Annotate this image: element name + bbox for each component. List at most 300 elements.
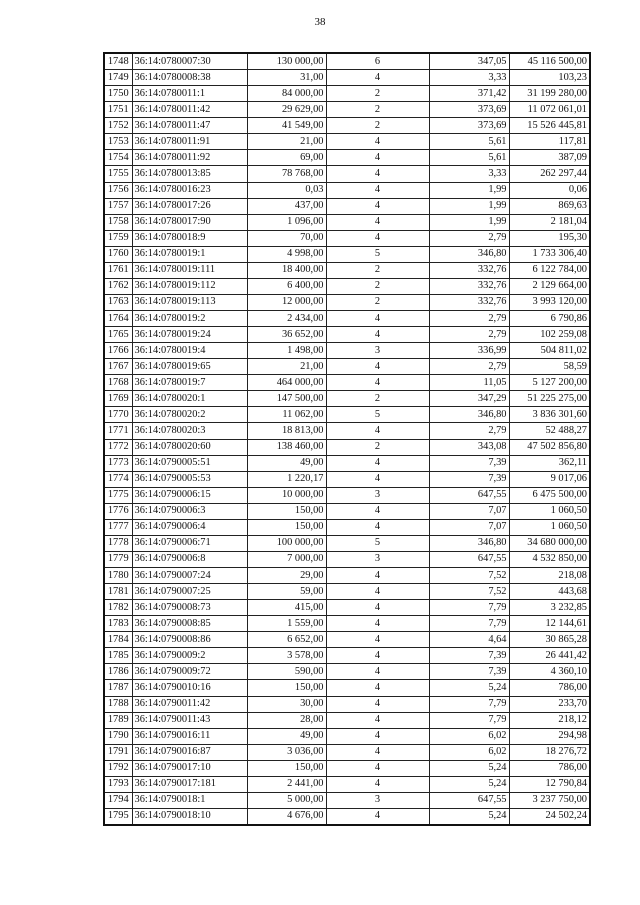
area-cell: 6 400,00 bbox=[247, 278, 326, 294]
area-cell: 12 000,00 bbox=[247, 294, 326, 310]
rate-cell: 346,80 bbox=[429, 407, 509, 423]
cadastral-number-cell: 36:14:0780018:9 bbox=[132, 230, 247, 246]
group-cell: 4 bbox=[326, 696, 429, 712]
row-number-cell: 1788 bbox=[104, 696, 132, 712]
value-cell: 45 116 500,00 bbox=[509, 53, 590, 70]
area-cell: 3 036,00 bbox=[247, 744, 326, 760]
table-row bbox=[104, 262, 590, 278]
cadastral-number-cell: 36:14:0790016:11 bbox=[132, 728, 247, 744]
group-cell: 2 bbox=[326, 86, 429, 102]
row-number-cell: 1782 bbox=[104, 600, 132, 616]
group-cell: 3 bbox=[326, 551, 429, 567]
cadastral-number-cell: 36:14:0780019:24 bbox=[132, 327, 247, 343]
rate-cell: 2,79 bbox=[429, 327, 509, 343]
page-number: 38 bbox=[314, 16, 326, 28]
group-cell: 4 bbox=[326, 182, 429, 198]
rate-cell: 347,29 bbox=[429, 391, 509, 407]
row-number-cell: 1766 bbox=[104, 343, 132, 359]
value-cell: 0,06 bbox=[509, 182, 590, 198]
value-cell: 58,59 bbox=[509, 359, 590, 375]
value-cell: 786,00 bbox=[509, 680, 590, 696]
value-cell: 387,09 bbox=[509, 150, 590, 166]
cadastral-number-cell: 36:14:0780020:60 bbox=[132, 439, 247, 455]
value-cell: 1 060,50 bbox=[509, 519, 590, 535]
area-cell: 41 549,00 bbox=[247, 118, 326, 134]
rate-cell: 343,08 bbox=[429, 439, 509, 455]
table-row bbox=[104, 760, 590, 776]
value-cell: 4 532 850,00 bbox=[509, 551, 590, 567]
cadastral-number-cell: 36:14:0790011:42 bbox=[132, 696, 247, 712]
value-cell: 12 144,61 bbox=[509, 616, 590, 632]
value-cell: 18 276,72 bbox=[509, 744, 590, 760]
group-cell: 4 bbox=[326, 664, 429, 680]
area-cell: 29,00 bbox=[247, 568, 326, 584]
table-row bbox=[104, 214, 590, 230]
rate-cell: 7,39 bbox=[429, 664, 509, 680]
rate-cell: 5,61 bbox=[429, 150, 509, 166]
cadastral-number-cell: 36:14:0780019:65 bbox=[132, 359, 247, 375]
cadastral-number-cell: 36:14:0790017:181 bbox=[132, 776, 247, 792]
value-cell: 2 181,04 bbox=[509, 214, 590, 230]
rate-cell: 346,80 bbox=[429, 535, 509, 551]
row-number-cell: 1763 bbox=[104, 294, 132, 310]
table-row bbox=[104, 198, 590, 214]
group-cell: 4 bbox=[326, 728, 429, 744]
area-cell: 11 062,00 bbox=[247, 407, 326, 423]
table-row bbox=[104, 455, 590, 471]
rate-cell: 11,05 bbox=[429, 375, 509, 391]
area-cell: 10 000,00 bbox=[247, 487, 326, 503]
cadastral-number-cell: 36:14:0780019:113 bbox=[132, 294, 247, 310]
group-cell: 4 bbox=[326, 311, 429, 327]
row-number-cell: 1769 bbox=[104, 391, 132, 407]
table-body bbox=[104, 53, 590, 825]
rate-cell: 3,33 bbox=[429, 70, 509, 86]
rate-cell: 7,07 bbox=[429, 503, 509, 519]
cadastral-number-cell: 36:14:0780019:7 bbox=[132, 375, 247, 391]
table-row bbox=[104, 70, 590, 86]
rate-cell: 346,80 bbox=[429, 246, 509, 262]
rate-cell: 332,76 bbox=[429, 294, 509, 310]
cadastral-number-cell: 36:14:0780011:1 bbox=[132, 86, 247, 102]
table-row bbox=[104, 712, 590, 728]
area-cell: 30,00 bbox=[247, 696, 326, 712]
value-cell: 3 836 301,60 bbox=[509, 407, 590, 423]
cadastral-number-cell: 36:14:0780019:4 bbox=[132, 343, 247, 359]
group-cell: 4 bbox=[326, 471, 429, 487]
row-number-cell: 1795 bbox=[104, 808, 132, 825]
cadastral-number-cell: 36:14:0790018:10 bbox=[132, 808, 247, 825]
area-cell: 2 441,00 bbox=[247, 776, 326, 792]
rate-cell: 5,61 bbox=[429, 134, 509, 150]
row-number-cell: 1780 bbox=[104, 568, 132, 584]
table-row bbox=[104, 343, 590, 359]
row-number-cell: 1757 bbox=[104, 198, 132, 214]
table-row bbox=[104, 680, 590, 696]
value-cell: 195,30 bbox=[509, 230, 590, 246]
group-cell: 4 bbox=[326, 519, 429, 535]
row-number-cell: 1787 bbox=[104, 680, 132, 696]
cadastral-number-cell: 36:14:0790009:2 bbox=[132, 648, 247, 664]
table-row bbox=[104, 584, 590, 600]
table-row bbox=[104, 776, 590, 792]
area-cell: 70,00 bbox=[247, 230, 326, 246]
area-cell: 150,00 bbox=[247, 680, 326, 696]
rate-cell: 2,79 bbox=[429, 230, 509, 246]
rate-cell: 6,02 bbox=[429, 728, 509, 744]
row-number-cell: 1779 bbox=[104, 551, 132, 567]
area-cell: 1 498,00 bbox=[247, 343, 326, 359]
rate-cell: 7,79 bbox=[429, 616, 509, 632]
group-cell: 4 bbox=[326, 70, 429, 86]
row-number-cell: 1781 bbox=[104, 584, 132, 600]
rate-cell: 647,55 bbox=[429, 792, 509, 808]
table-row bbox=[104, 792, 590, 808]
rate-cell: 373,69 bbox=[429, 102, 509, 118]
group-cell: 5 bbox=[326, 407, 429, 423]
row-number-cell: 1753 bbox=[104, 134, 132, 150]
table-row bbox=[104, 134, 590, 150]
group-cell: 4 bbox=[326, 632, 429, 648]
rate-cell: 5,24 bbox=[429, 680, 509, 696]
area-cell: 7 000,00 bbox=[247, 551, 326, 567]
rate-cell: 5,24 bbox=[429, 776, 509, 792]
cadastral-number-cell: 36:14:0780020:3 bbox=[132, 423, 247, 439]
area-cell: 100 000,00 bbox=[247, 535, 326, 551]
cadastral-value-table bbox=[103, 52, 591, 826]
cadastral-number-cell: 36:14:0780011:42 bbox=[132, 102, 247, 118]
row-number-cell: 1752 bbox=[104, 118, 132, 134]
group-cell: 3 bbox=[326, 343, 429, 359]
value-cell: 233,70 bbox=[509, 696, 590, 712]
group-cell: 2 bbox=[326, 262, 429, 278]
rate-cell: 3,33 bbox=[429, 166, 509, 182]
area-cell: 28,00 bbox=[247, 712, 326, 728]
value-cell: 262 297,44 bbox=[509, 166, 590, 182]
area-cell: 150,00 bbox=[247, 503, 326, 519]
table-row bbox=[104, 728, 590, 744]
group-cell: 4 bbox=[326, 166, 429, 182]
rate-cell: 332,76 bbox=[429, 262, 509, 278]
value-cell: 117,81 bbox=[509, 134, 590, 150]
value-cell: 12 790,84 bbox=[509, 776, 590, 792]
cadastral-number-cell: 36:14:0790009:72 bbox=[132, 664, 247, 680]
row-number-cell: 1773 bbox=[104, 455, 132, 471]
row-number-cell: 1758 bbox=[104, 214, 132, 230]
area-cell: 1 559,00 bbox=[247, 616, 326, 632]
cadastral-number-cell: 36:14:0780020:2 bbox=[132, 407, 247, 423]
table-row bbox=[104, 294, 590, 310]
group-cell: 4 bbox=[326, 808, 429, 825]
row-number-cell: 1770 bbox=[104, 407, 132, 423]
row-number-cell: 1789 bbox=[104, 712, 132, 728]
group-cell: 4 bbox=[326, 648, 429, 664]
cadastral-number-cell: 36:14:0780019:1 bbox=[132, 246, 247, 262]
value-cell: 218,08 bbox=[509, 568, 590, 584]
group-cell: 2 bbox=[326, 391, 429, 407]
table-row bbox=[104, 808, 590, 825]
area-cell: 150,00 bbox=[247, 519, 326, 535]
row-number-cell: 1749 bbox=[104, 70, 132, 86]
area-cell: 49,00 bbox=[247, 728, 326, 744]
table-row bbox=[104, 551, 590, 567]
table-row bbox=[104, 86, 590, 102]
table-row bbox=[104, 327, 590, 343]
group-cell: 4 bbox=[326, 150, 429, 166]
table-row bbox=[104, 391, 590, 407]
group-cell: 4 bbox=[326, 198, 429, 214]
cadastral-number-cell: 36:14:0780011:91 bbox=[132, 134, 247, 150]
rate-cell: 4,64 bbox=[429, 632, 509, 648]
cadastral-number-cell: 36:14:0790008:86 bbox=[132, 632, 247, 648]
row-number-cell: 1790 bbox=[104, 728, 132, 744]
area-cell: 6 652,00 bbox=[247, 632, 326, 648]
cadastral-number-cell: 36:14:0780008:38 bbox=[132, 70, 247, 86]
group-cell: 2 bbox=[326, 278, 429, 294]
rate-cell: 5,24 bbox=[429, 808, 509, 825]
group-cell: 4 bbox=[326, 712, 429, 728]
value-cell: 30 865,28 bbox=[509, 632, 590, 648]
table-row bbox=[104, 407, 590, 423]
group-cell: 4 bbox=[326, 423, 429, 439]
cadastral-number-cell: 36:14:0790018:1 bbox=[132, 792, 247, 808]
row-number-cell: 1774 bbox=[104, 471, 132, 487]
value-cell: 443,68 bbox=[509, 584, 590, 600]
table-row bbox=[104, 487, 590, 503]
table-row bbox=[104, 311, 590, 327]
area-cell: 590,00 bbox=[247, 664, 326, 680]
row-number-cell: 1786 bbox=[104, 664, 132, 680]
value-cell: 47 502 856,80 bbox=[509, 439, 590, 455]
value-cell: 31 199 280,00 bbox=[509, 86, 590, 102]
area-cell: 4 998,00 bbox=[247, 246, 326, 262]
value-cell: 3 232,85 bbox=[509, 600, 590, 616]
area-cell: 18 400,00 bbox=[247, 262, 326, 278]
value-cell: 15 526 445,81 bbox=[509, 118, 590, 134]
group-cell: 2 bbox=[326, 439, 429, 455]
cadastral-number-cell: 36:14:0790006:71 bbox=[132, 535, 247, 551]
rate-cell: 7,79 bbox=[429, 712, 509, 728]
value-cell: 6 475 500,00 bbox=[509, 487, 590, 503]
rate-cell: 6,02 bbox=[429, 744, 509, 760]
group-cell: 5 bbox=[326, 246, 429, 262]
row-number-cell: 1748 bbox=[104, 53, 132, 70]
cadastral-number-cell: 36:14:0790007:25 bbox=[132, 584, 247, 600]
row-number-cell: 1761 bbox=[104, 262, 132, 278]
value-cell: 504 811,02 bbox=[509, 343, 590, 359]
cadastral-number-cell: 36:14:0790006:4 bbox=[132, 519, 247, 535]
table-row bbox=[104, 278, 590, 294]
row-number-cell: 1765 bbox=[104, 327, 132, 343]
row-number-cell: 1762 bbox=[104, 278, 132, 294]
area-cell: 29 629,00 bbox=[247, 102, 326, 118]
cadastral-number-cell: 36:14:0780019:2 bbox=[132, 311, 247, 327]
value-cell: 362,11 bbox=[509, 455, 590, 471]
row-number-cell: 1772 bbox=[104, 439, 132, 455]
rate-cell: 1,99 bbox=[429, 182, 509, 198]
group-cell: 3 bbox=[326, 792, 429, 808]
table-row bbox=[104, 230, 590, 246]
group-cell: 4 bbox=[326, 760, 429, 776]
value-cell: 218,12 bbox=[509, 712, 590, 728]
area-cell: 2 434,00 bbox=[247, 311, 326, 327]
area-cell: 36 652,00 bbox=[247, 327, 326, 343]
area-cell: 3 578,00 bbox=[247, 648, 326, 664]
group-cell: 4 bbox=[326, 359, 429, 375]
table-row bbox=[104, 600, 590, 616]
area-cell: 31,00 bbox=[247, 70, 326, 86]
value-cell: 52 488,27 bbox=[509, 423, 590, 439]
value-cell: 6 790,86 bbox=[509, 311, 590, 327]
value-cell: 34 680 000,00 bbox=[509, 535, 590, 551]
value-cell: 9 017,06 bbox=[509, 471, 590, 487]
row-number-cell: 1751 bbox=[104, 102, 132, 118]
area-cell: 147 500,00 bbox=[247, 391, 326, 407]
table-row bbox=[104, 664, 590, 680]
rate-cell: 5,24 bbox=[429, 760, 509, 776]
area-cell: 21,00 bbox=[247, 359, 326, 375]
area-cell: 4 676,00 bbox=[247, 808, 326, 825]
row-number-cell: 1784 bbox=[104, 632, 132, 648]
row-number-cell: 1771 bbox=[104, 423, 132, 439]
group-cell: 4 bbox=[326, 230, 429, 246]
rate-cell: 7,39 bbox=[429, 455, 509, 471]
cadastral-number-cell: 36:14:0790005:51 bbox=[132, 455, 247, 471]
group-cell: 4 bbox=[326, 680, 429, 696]
rate-cell: 7,07 bbox=[429, 519, 509, 535]
area-cell: 138 460,00 bbox=[247, 439, 326, 455]
value-cell: 11 072 061,01 bbox=[509, 102, 590, 118]
table-row bbox=[104, 632, 590, 648]
group-cell: 2 bbox=[326, 294, 429, 310]
rate-cell: 7,52 bbox=[429, 584, 509, 600]
cadastral-number-cell: 36:14:0780020:1 bbox=[132, 391, 247, 407]
group-cell: 5 bbox=[326, 535, 429, 551]
value-cell: 3 237 750,00 bbox=[509, 792, 590, 808]
cadastral-number-cell: 36:14:0780017:90 bbox=[132, 214, 247, 230]
cadastral-number-cell: 36:14:0780017:26 bbox=[132, 198, 247, 214]
cadastral-number-cell: 36:14:0790007:24 bbox=[132, 568, 247, 584]
group-cell: 2 bbox=[326, 102, 429, 118]
group-cell: 2 bbox=[326, 118, 429, 134]
table-row bbox=[104, 519, 590, 535]
table-row bbox=[104, 439, 590, 455]
value-cell: 869,63 bbox=[509, 198, 590, 214]
table-row bbox=[104, 246, 590, 262]
cadastral-number-cell: 36:14:0780019:111 bbox=[132, 262, 247, 278]
row-number-cell: 1778 bbox=[104, 535, 132, 551]
rate-cell: 332,76 bbox=[429, 278, 509, 294]
table-row bbox=[104, 166, 590, 182]
row-number-cell: 1756 bbox=[104, 182, 132, 198]
rate-cell: 371,42 bbox=[429, 86, 509, 102]
row-number-cell: 1793 bbox=[104, 776, 132, 792]
value-cell: 103,23 bbox=[509, 70, 590, 86]
area-cell: 1 096,00 bbox=[247, 214, 326, 230]
table-row bbox=[104, 744, 590, 760]
table-row bbox=[104, 696, 590, 712]
group-cell: 4 bbox=[326, 503, 429, 519]
group-cell: 4 bbox=[326, 744, 429, 760]
table-row bbox=[104, 648, 590, 664]
value-cell: 1 060,50 bbox=[509, 503, 590, 519]
table-row bbox=[104, 616, 590, 632]
rate-cell: 647,55 bbox=[429, 487, 509, 503]
group-cell: 4 bbox=[326, 455, 429, 471]
value-cell: 6 122 784,00 bbox=[509, 262, 590, 278]
row-number-cell: 1768 bbox=[104, 375, 132, 391]
area-cell: 18 813,00 bbox=[247, 423, 326, 439]
value-cell: 102 259,08 bbox=[509, 327, 590, 343]
cadastral-number-cell: 36:14:0790006:8 bbox=[132, 551, 247, 567]
group-cell: 4 bbox=[326, 600, 429, 616]
cadastral-number-cell: 36:14:0780011:92 bbox=[132, 150, 247, 166]
rate-cell: 2,79 bbox=[429, 423, 509, 439]
cadastral-number-cell: 36:14:0790005:53 bbox=[132, 471, 247, 487]
rate-cell: 7,79 bbox=[429, 696, 509, 712]
area-cell: 437,00 bbox=[247, 198, 326, 214]
area-cell: 130 000,00 bbox=[247, 53, 326, 70]
area-cell: 21,00 bbox=[247, 134, 326, 150]
cadastral-number-cell: 36:14:0790008:73 bbox=[132, 600, 247, 616]
area-cell: 0,03 bbox=[247, 182, 326, 198]
group-cell: 4 bbox=[326, 616, 429, 632]
table-row bbox=[104, 503, 590, 519]
row-number-cell: 1764 bbox=[104, 311, 132, 327]
table-row bbox=[104, 102, 590, 118]
row-number-cell: 1775 bbox=[104, 487, 132, 503]
rate-cell: 7,52 bbox=[429, 568, 509, 584]
table-row bbox=[104, 568, 590, 584]
cadastral-number-cell: 36:14:0790017:10 bbox=[132, 760, 247, 776]
area-cell: 464 000,00 bbox=[247, 375, 326, 391]
group-cell: 4 bbox=[326, 327, 429, 343]
area-cell: 49,00 bbox=[247, 455, 326, 471]
rate-cell: 373,69 bbox=[429, 118, 509, 134]
cadastral-number-cell: 36:14:0780007:30 bbox=[132, 53, 247, 70]
rate-cell: 336,99 bbox=[429, 343, 509, 359]
row-number-cell: 1760 bbox=[104, 246, 132, 262]
row-number-cell: 1759 bbox=[104, 230, 132, 246]
value-cell: 786,00 bbox=[509, 760, 590, 776]
rate-cell: 1,99 bbox=[429, 214, 509, 230]
table-row bbox=[104, 359, 590, 375]
rate-cell: 647,55 bbox=[429, 551, 509, 567]
row-number-cell: 1767 bbox=[104, 359, 132, 375]
row-number-cell: 1755 bbox=[104, 166, 132, 182]
table-row bbox=[104, 182, 590, 198]
group-cell: 4 bbox=[326, 375, 429, 391]
cadastral-number-cell: 36:14:0790006:3 bbox=[132, 503, 247, 519]
group-cell: 4 bbox=[326, 776, 429, 792]
group-cell: 4 bbox=[326, 568, 429, 584]
row-number-cell: 1777 bbox=[104, 519, 132, 535]
rate-cell: 7,79 bbox=[429, 600, 509, 616]
rate-cell: 7,39 bbox=[429, 648, 509, 664]
cadastral-number-cell: 36:14:0790016:87 bbox=[132, 744, 247, 760]
cadastral-number-cell: 36:14:0780013:85 bbox=[132, 166, 247, 182]
rate-cell: 2,79 bbox=[429, 311, 509, 327]
value-cell: 3 993 120,00 bbox=[509, 294, 590, 310]
area-cell: 150,00 bbox=[247, 760, 326, 776]
row-number-cell: 1791 bbox=[104, 744, 132, 760]
row-number-cell: 1792 bbox=[104, 760, 132, 776]
row-number-cell: 1776 bbox=[104, 503, 132, 519]
table-row bbox=[104, 53, 590, 70]
table-row bbox=[104, 471, 590, 487]
cadastral-number-cell: 36:14:0790010:16 bbox=[132, 680, 247, 696]
value-cell: 26 441,42 bbox=[509, 648, 590, 664]
